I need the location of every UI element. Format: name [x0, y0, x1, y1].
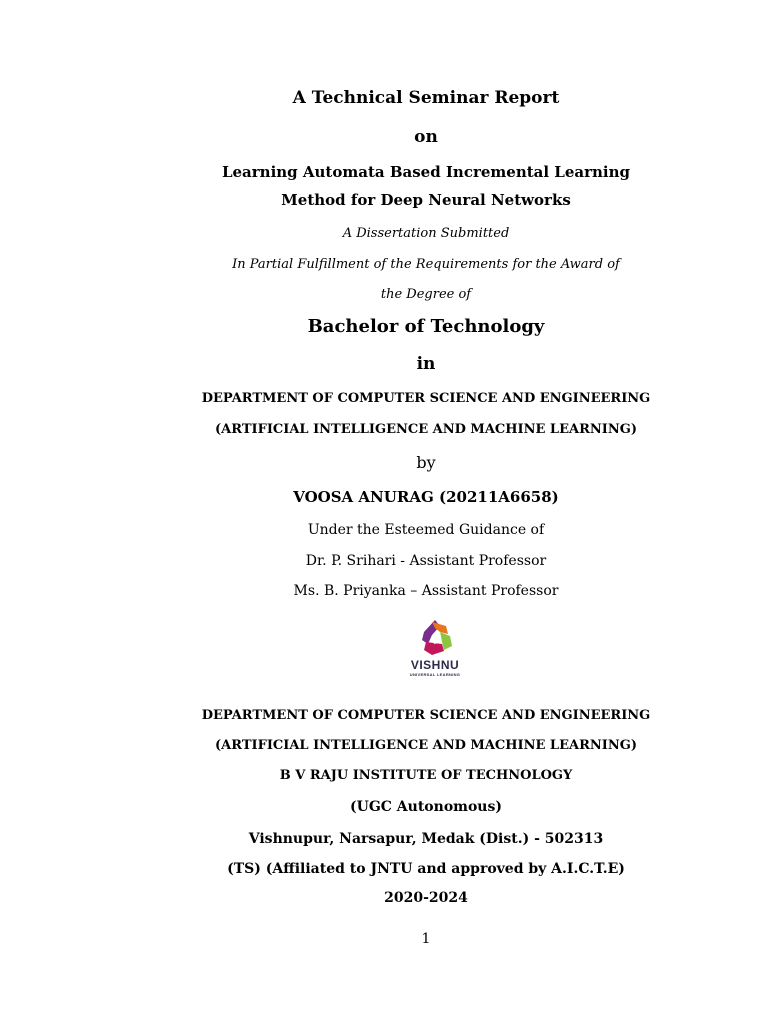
- institute-name: B V RAJU INSTITUTE OF TECHNOLOGY: [279, 768, 573, 783]
- topic-line-2: Method for Deep Neural Networks: [281, 191, 571, 209]
- on-label: on: [414, 127, 438, 147]
- logo-name: VISHNU: [410, 658, 460, 672]
- topic-line-1: Learning Automata Based Incremental Learning: [221, 163, 631, 181]
- vishnu-logo-icon: [402, 618, 468, 658]
- guidance-heading: Under the Esteemed Guidance of: [307, 522, 545, 538]
- by-label: by: [416, 453, 436, 472]
- footer-department-line-1: DEPARTMENT OF COMPUTER SCIENCE AND ENGINEERING: [201, 708, 651, 723]
- footer-department-line-2: (ARTIFICIAL INTELLIGENCE AND MACHINE LEARNING): [215, 738, 637, 753]
- dissertation-line-2: In Partial Fulfillment of the Requirements for the Award of: [232, 257, 620, 272]
- institute-address: Vishnupur, Narsapur, Medak (Dist.) - 502313: [248, 831, 604, 847]
- guide-1: Dr. P. Srihari - Assistant Professor: [305, 553, 547, 569]
- degree-title: Bachelor of Technology: [307, 316, 545, 337]
- logo-tagline: UNIVERSAL LEARNING: [409, 672, 461, 677]
- student-name: VOOSA ANURAG (20211A6658): [293, 488, 559, 506]
- guide-2: Ms. B. Priyanka – Assistant Professor: [293, 583, 559, 599]
- department-line-2: (ARTIFICIAL INTELLIGENCE AND MACHINE LEARNING): [215, 422, 637, 437]
- affiliation: (TS) (Affiliated to JNTU and approved by A.I.C.T.E): [227, 861, 625, 877]
- academic-years: 2020-2024: [384, 890, 468, 906]
- report-title: A Technical Seminar Report: [292, 88, 560, 108]
- page-number: 1: [421, 931, 431, 947]
- in-label: in: [416, 354, 436, 374]
- dissertation-line-3: the Degree of: [380, 287, 472, 302]
- dissertation-line-1: A Dissertation Submitted: [342, 226, 510, 241]
- vishnu-logo: [402, 618, 468, 682]
- department-line-1: DEPARTMENT OF COMPUTER SCIENCE AND ENGINEERING: [201, 391, 651, 406]
- autonomy-status: (UGC Autonomous): [349, 799, 502, 815]
